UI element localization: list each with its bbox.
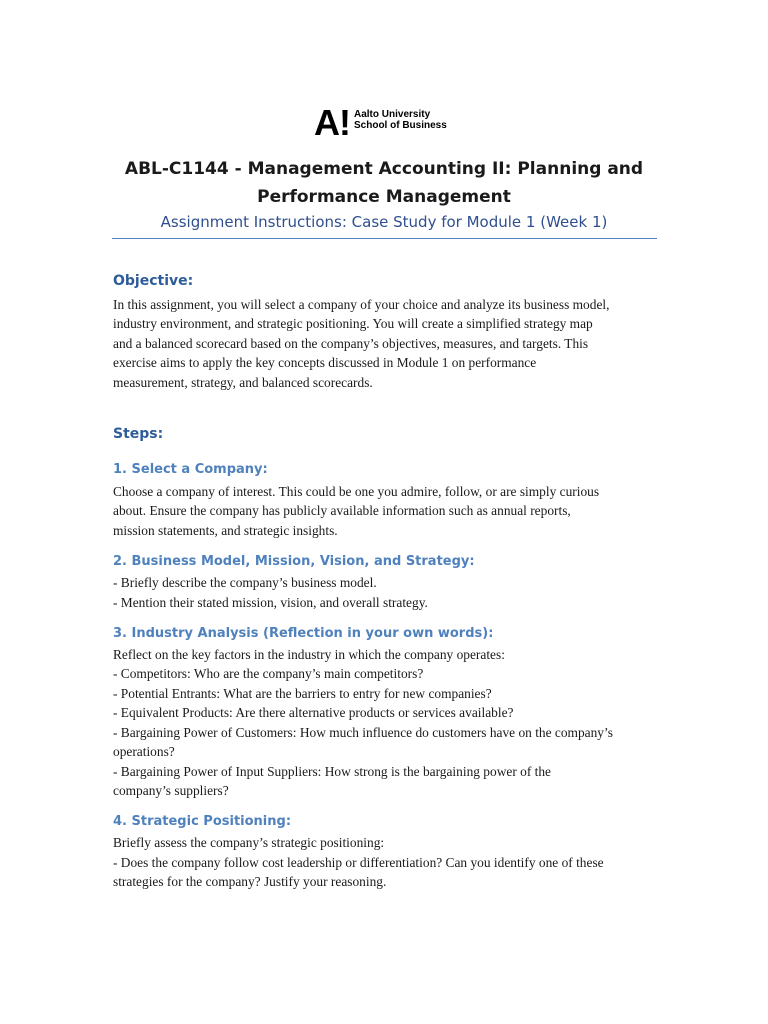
step-4-paragraph (113, 833, 658, 891)
logo-mark: A! (314, 102, 350, 143)
paragraph-line: and a balanced scorecard based on the company’s objectives, measures, and targets. This (113, 335, 589, 351)
step-3-heading: 3. Industry Analysis (Reflection in your own words): (113, 626, 494, 642)
title-line-1: ABL-C1144 - Management Accounting II: Planning and (124, 159, 644, 179)
step-2-paragraph (113, 573, 658, 612)
paragraph-line: industry environment, and strategic positioning. You will create a simplified strategy map (113, 316, 593, 332)
step-1-paragraph (113, 482, 658, 540)
objective-paragraph (113, 295, 658, 392)
paragraph-line: - Competitors: Who are the company’s main competitors? (113, 666, 424, 682)
paragraph-line: mission statements, and strategic insights. (113, 522, 338, 538)
paragraph-line: In this assignment, you will select a company of your choice and analyze its business model, (113, 297, 610, 312)
title-line-2: Performance Management (257, 187, 511, 207)
document-subtitle: Assignment Instructions: Case Study for Module 1 (Week 1) (160, 213, 608, 231)
paragraph-line: about. Ensure the company has publicly available information such as annual reports, (113, 503, 571, 519)
logo-text (354, 109, 447, 131)
objective-heading: Objective: (113, 273, 194, 289)
steps-heading: Steps: (113, 426, 164, 443)
paragraph-line: - Mention their stated mission, vision, and overall strategy. (113, 594, 428, 610)
paragraph-line: - Potential Entrants: What are the barriers to entry for new companies? (113, 685, 492, 701)
paragraph-line: strategies for the company? Justify your reasoning. (113, 874, 387, 890)
step-2-heading: 2. Business Model, Mission, Vision, and Strategy: (113, 554, 475, 570)
paragraph-line: - Briefly describe the company’s business model. (113, 575, 377, 591)
document-title (112, 155, 656, 211)
step-4-heading: 4. Strategic Positioning: (113, 814, 292, 830)
paragraph-line: company’s suppliers? (113, 782, 229, 798)
aalto-logo (302, 98, 466, 148)
paragraph-line: measurement, strategy, and balanced scorecards. (113, 374, 373, 390)
step-1-heading: 1. Select a Company: (113, 462, 268, 478)
step-3-paragraph (113, 645, 658, 800)
paragraph-line: Choose a company of interest. This could be one you admire, follow, or are simply curious (113, 484, 600, 500)
logo-line-university: Aalto University (354, 109, 431, 120)
paragraph-line: - Does the company follow cost leadership or differentiation? Can you identify one of these (113, 854, 604, 870)
document-body (113, 270, 658, 892)
paragraph-line: exercise aims to apply the key concepts discussed in Module 1 on performance (113, 355, 537, 371)
paragraph-line: operations? (113, 744, 175, 760)
logo-line-school: School of Business (354, 120, 447, 131)
title-divider (112, 238, 657, 239)
paragraph-line: - Bargaining Power of Input Suppliers: How strong is the bargaining power of the (113, 763, 551, 779)
paragraph-line: Briefly assess the company’s strategic positioning: (113, 835, 385, 851)
paragraph-line: - Bargaining Power of Customers: How much influence do customers have on the company’s (113, 724, 613, 740)
paragraph-line: Reflect on the key factors in the industry in which the company operates: (113, 647, 505, 663)
paragraph-line: - Equivalent Products: Are there alternative products or services available? (113, 705, 514, 721)
